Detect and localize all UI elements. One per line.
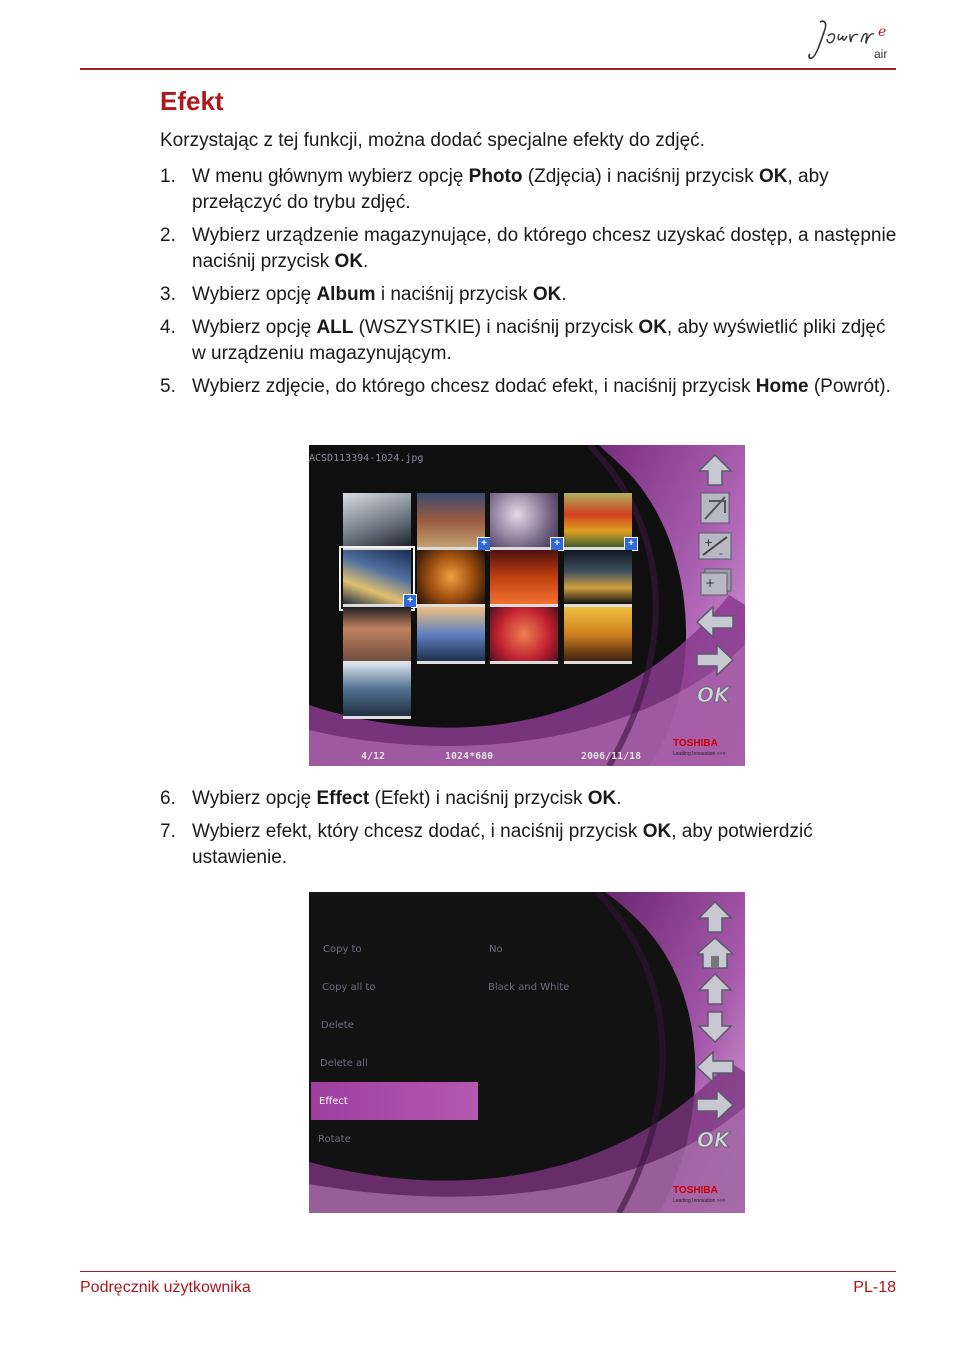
effect-option[interactable]: No — [489, 944, 503, 955]
step-text: Wybierz zdjęcie, do którego chcesz dodać efekt, i naciśnij przycisk — [192, 376, 756, 397]
down-arrow-icon[interactable] — [695, 1010, 735, 1044]
toshiba-brand: TOSHIBA — [673, 738, 718, 749]
ok-icon[interactable]: OK — [697, 1128, 730, 1152]
effect-menu-screenshot — [309, 892, 745, 1213]
plus-icon: + — [550, 537, 564, 551]
step-text: Wybierz efekt, który chcesz dodać, i naciśnij przycisk — [192, 821, 643, 842]
step-text: (Efekt) i naciśnij przycisk — [369, 788, 588, 809]
svg-text:air: air — [874, 47, 888, 61]
svg-text:+: + — [704, 536, 714, 549]
header-rule — [80, 68, 896, 70]
step-text: (Powrót). — [808, 376, 891, 397]
plus-icon: + — [624, 537, 638, 551]
steps-list-part2 — [160, 786, 900, 878]
journe-air-logo — [806, 12, 898, 66]
footer-manual-title: Podręcznik użytkownika — [80, 1279, 251, 1296]
photo-resolution: 1024*680 — [445, 751, 494, 762]
step-text: i naciśnij przycisk — [375, 284, 533, 305]
photo-thumbnail[interactable] — [490, 550, 558, 607]
step-number: 6. — [160, 788, 176, 809]
step-number: 5. — [160, 376, 176, 397]
step-text: (Zdjęcia) i naciśnij przycisk — [522, 166, 759, 187]
step-item — [160, 164, 900, 216]
photo-thumbnail[interactable] — [417, 493, 485, 550]
step-keyword: Photo — [468, 166, 523, 187]
photo-thumbnail[interactable] — [343, 662, 411, 719]
left-arrow-icon[interactable] — [695, 1050, 735, 1084]
step-number: 3. — [160, 284, 176, 305]
step-text: Wybierz opcję — [192, 317, 317, 338]
step-keyword: Effect — [316, 788, 370, 809]
photo-thumbnail[interactable] — [417, 607, 485, 664]
step-text: . — [561, 284, 567, 305]
step-text: Wybierz opcję — [192, 788, 317, 809]
photo-thumbnail[interactable] — [564, 550, 632, 607]
effect-option[interactable]: Black and White — [488, 982, 570, 993]
step-number: 1. — [160, 166, 176, 187]
steps-list-part1 — [160, 164, 900, 407]
right-arrow-icon[interactable] — [695, 1088, 735, 1122]
svg-text:e: e — [878, 24, 887, 40]
step-keyword: OK — [587, 788, 617, 809]
step-text: Wybierz urządzenie magazynujące, do którego chcesz uzyskać dostęp, a następnie naciśnij przycisk — [192, 225, 897, 272]
ok-icon[interactable]: OK — [697, 683, 730, 707]
photo-thumbnail[interactable] — [564, 607, 632, 664]
left-arrow-icon[interactable] — [695, 605, 735, 639]
intro-text: Korzystając z tej funkcji, można dodać specjalne efekty do zdjęć. — [160, 130, 705, 151]
footer-page-number: PL-18 — [853, 1279, 896, 1296]
step-keyword: OK — [758, 166, 788, 187]
step-text: , aby wyświetlić pliki zdjęć w urządzeniu magazynującym. — [192, 317, 886, 364]
step-item — [160, 223, 900, 275]
step-item — [160, 374, 900, 400]
step-keyword: OK — [642, 821, 672, 842]
scroll-up-arrow-icon[interactable] — [695, 972, 735, 1006]
step-number: 4. — [160, 317, 176, 338]
plus-icon: + — [477, 537, 491, 551]
step-text: (WSZYSTKIE) i naciśnij przycisk — [353, 317, 639, 338]
step-keyword: OK — [532, 284, 562, 305]
photo-counter: 4/12 — [361, 751, 386, 762]
menu-item[interactable]: Effect — [319, 1096, 348, 1107]
menu-item[interactable]: Copy to — [323, 944, 362, 955]
step-item — [160, 282, 900, 308]
step-text: . — [363, 251, 369, 272]
step-keyword: OK — [638, 317, 667, 338]
step-number: 7. — [160, 821, 176, 842]
add-photo-icon[interactable] — [695, 567, 735, 601]
step-keyword: ALL — [316, 317, 354, 338]
toshiba-tagline: Leading Innovation >>> — [673, 751, 726, 757]
screen-background — [309, 892, 745, 1213]
step-text: . — [616, 788, 622, 809]
step-keyword: Home — [755, 376, 809, 397]
toshiba-brand: TOSHIBA — [673, 1185, 718, 1196]
photo-thumbnail[interactable] — [343, 607, 411, 664]
menu-item[interactable]: Rotate — [318, 1134, 351, 1145]
svg-text:-: - — [719, 547, 723, 560]
plus-icon: + — [403, 594, 417, 608]
step-number: 2. — [160, 225, 176, 246]
footer-rule — [80, 1271, 896, 1272]
step-text: W menu głównym wybierz opcję — [192, 166, 469, 187]
step-text: , aby przełączyć do trybu zdjęć. — [192, 166, 829, 213]
photo-date: 2006/11/18 — [581, 751, 642, 762]
rotate-photo-icon[interactable] — [695, 491, 735, 525]
menu-item[interactable]: Copy all to — [322, 982, 376, 993]
section-title: Efekt — [160, 86, 224, 116]
step-item — [160, 786, 900, 812]
photo-thumbnail[interactable] — [490, 493, 558, 550]
photo-thumbnail[interactable] — [417, 550, 485, 607]
step-keyword: OK — [334, 251, 364, 272]
home-icon[interactable] — [695, 936, 735, 970]
photo-thumbnail[interactable] — [490, 607, 558, 664]
step-item — [160, 819, 900, 871]
photo-thumbnail[interactable] — [343, 550, 411, 607]
photo-thumbnail[interactable] — [343, 493, 411, 550]
up-arrow-icon[interactable] — [695, 900, 735, 934]
menu-item[interactable]: Delete — [321, 1020, 354, 1031]
step-text: Wybierz opcję — [192, 284, 317, 305]
photo-thumbnail[interactable] — [564, 493, 632, 550]
photo-album-screenshot — [309, 445, 745, 766]
toshiba-tagline: Leading Innovation >>> — [673, 1198, 726, 1204]
zoom-photo-icon[interactable] — [695, 529, 735, 563]
step-keyword: Album — [316, 284, 376, 305]
filename-label: ACSD113394-1024.jpg — [309, 453, 424, 464]
step-item — [160, 315, 900, 367]
right-arrow-icon[interactable] — [695, 643, 735, 677]
step-text: , aby potwierdzić ustawienie. — [192, 821, 813, 868]
menu-item[interactable]: Delete all — [320, 1058, 368, 1069]
svg-text:+: + — [705, 576, 716, 590]
up-arrow-icon[interactable] — [695, 453, 735, 487]
